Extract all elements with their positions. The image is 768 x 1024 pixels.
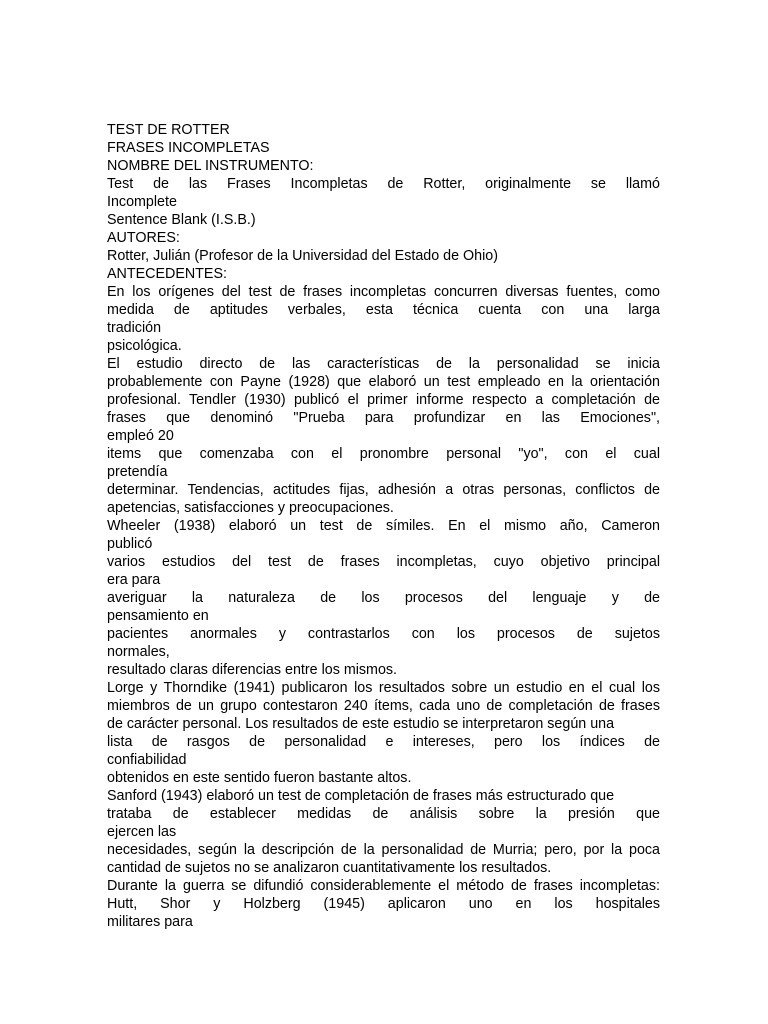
text-line: Test de las Frases Incompletas de Rotter, originalmente se llamó	[107, 176, 660, 192]
text-line: Sentence Blank (I.S.B.)	[107, 212, 256, 228]
text-line: NOMBRE DEL INSTRUMENTO:	[107, 158, 314, 174]
text-line: psicológica.	[107, 338, 182, 354]
text-line: probablemente con Payne (1928) que elaboró un test empleado en la orientación	[107, 374, 660, 390]
text-line: pacientes anormales y contrastarlos con los procesos de sujetos	[107, 626, 660, 642]
text-line: necesidades, según la descripción de la personalidad de Murria; pero, por la poca	[107, 842, 660, 858]
text-line: Wheeler (1938) elaboró un test de símiles. En el mismo año, Cameron	[107, 518, 660, 534]
text-line: lista de rasgos de personalidad e intereses, pero los índices de	[107, 734, 660, 750]
text-line: militares para	[107, 914, 193, 930]
text-line: ejercen las	[107, 824, 177, 840]
text-line: miembros de un grupo contestaron 240 ítems, cada uno de completación de frases	[107, 698, 660, 714]
text-line: medida de aptitudes verbales, esta técnica cuenta con una larga	[107, 302, 660, 318]
document-body	[107, 121, 660, 931]
text-line: TEST DE ROTTER	[107, 122, 230, 138]
text-line: pretendía	[107, 464, 168, 480]
text-line: El estudio directo de las características de la personalidad se inicia	[107, 356, 660, 372]
text-line: confiabilidad	[107, 752, 187, 768]
text-line: En los orígenes del test de frases incompletas concurren diversas fuentes, como	[107, 284, 660, 300]
text-line: cantidad de sujetos no se analizaron cuantitativamente los resultados.	[107, 860, 552, 876]
text-line: trataba de establecer medidas de análisis sobre la presión que	[107, 806, 660, 822]
text-line: averiguar la naturaleza de los procesos del lenguaje y de	[107, 590, 660, 606]
text-line: pensamiento en	[107, 608, 209, 624]
text-line: publicó	[107, 536, 153, 552]
text-line: tradición	[107, 320, 162, 336]
text-line: Incomplete	[107, 194, 177, 210]
text-line: Durante la guerra se difundió considerablemente el método de frases incompletas:	[107, 878, 660, 894]
text-line: items que comenzaba con el pronombre personal "yo", con el cual	[107, 446, 660, 462]
text-line: empleó 20	[107, 428, 174, 444]
text-line: AUTORES:	[107, 230, 180, 246]
text-line: frases que denominó "Prueba para profundizar en las Emociones",	[107, 410, 660, 426]
text-line: varios estudios del test de frases incompletas, cuyo objetivo principal	[107, 554, 660, 570]
text-line: resultado claras diferencias entre los mismos.	[107, 662, 398, 678]
text-line: normales,	[107, 644, 170, 660]
text-line: era para	[107, 572, 161, 588]
text-line: Sanford (1943) elaboró un test de completación de frases más estructurado que	[107, 788, 615, 804]
text-line: apetencias, satisfacciones y preocupaciones.	[107, 500, 394, 516]
text-line: obtenidos en este sentido fueron bastante altos.	[107, 770, 412, 786]
text-line: determinar. Tendencias, actitudes fijas, adhesión a otras personas, conflictos de	[107, 482, 660, 498]
text-line: Rotter, Julián (Profesor de la Universidad del Estado de Ohio)	[107, 248, 498, 264]
text-line: de carácter personal. Los resultados de este estudio se interpretaron según una	[107, 716, 615, 732]
text-line: profesional. Tendler (1930) publicó el primer informe respecto a completación de	[107, 392, 660, 408]
text-line: ANTECEDENTES:	[107, 266, 227, 282]
text-line: Hutt, Shor y Holzberg (1945) aplicaron uno en los hospitales	[107, 896, 660, 912]
text-line: Lorge y Thorndike (1941) publicaron los resultados sobre un estudio en el cual los	[107, 680, 660, 696]
text-line: FRASES INCOMPLETAS	[107, 140, 270, 156]
